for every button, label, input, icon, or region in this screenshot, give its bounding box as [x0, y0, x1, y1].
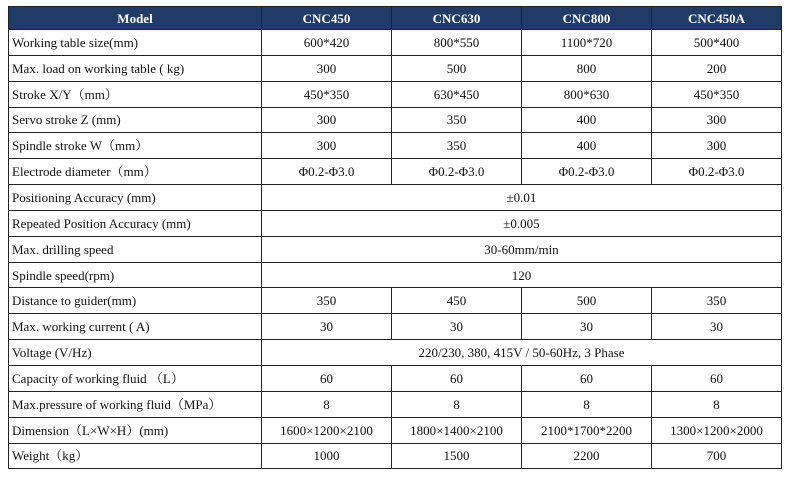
table-row [9, 443, 782, 469]
row-label: Max. drilling speed [9, 236, 262, 262]
row-label: Servo stroke Z (mm) [9, 107, 262, 133]
value-cell: 1500 [392, 443, 522, 469]
header-cell-cnc630: CNC630 [392, 7, 522, 30]
value-cell: 500 [392, 55, 522, 81]
value-cell: 630*450 [392, 81, 522, 107]
value-cell: 500 [522, 288, 652, 314]
value-cell: 1600×1200×2100 [262, 417, 392, 443]
table-row [9, 391, 782, 417]
table-row [9, 340, 782, 366]
value-cell: 30 [652, 314, 782, 340]
value-cell: 800 [522, 55, 652, 81]
table-row [9, 107, 782, 133]
value-cell: 60 [652, 365, 782, 391]
shared-value-cell: 30-60mm/min [262, 236, 782, 262]
value-cell: 8 [522, 391, 652, 417]
value-cell: 2100*1700*2200 [522, 417, 652, 443]
table-row [9, 365, 782, 391]
value-cell: 300 [652, 133, 782, 159]
row-label: Weight（kg） [9, 443, 262, 469]
value-cell: 400 [522, 107, 652, 133]
value-cell: 500*400 [652, 30, 782, 56]
value-cell: 300 [652, 107, 782, 133]
value-cell: 450*350 [262, 81, 392, 107]
value-cell: 8 [262, 391, 392, 417]
spec-table [8, 6, 782, 469]
value-cell: 1800×1400×2100 [392, 417, 522, 443]
row-label: Dimension（L×W×H）(mm) [9, 417, 262, 443]
value-cell: 30 [392, 314, 522, 340]
value-cell: 700 [652, 443, 782, 469]
header-cell-model: Model [9, 7, 262, 30]
row-label: Electrode diameter（mm） [9, 159, 262, 185]
table-row [9, 133, 782, 159]
value-cell: 60 [262, 365, 392, 391]
value-cell: 300 [262, 107, 392, 133]
value-cell: 60 [522, 365, 652, 391]
table-row [9, 210, 782, 236]
shared-value-cell: 120 [262, 262, 782, 288]
value-cell: 400 [522, 133, 652, 159]
header-cell-cnc450: CNC450 [262, 7, 392, 30]
table-body [9, 30, 782, 469]
value-cell: 30 [262, 314, 392, 340]
value-cell: 1100*720 [522, 30, 652, 56]
value-cell: 350 [652, 288, 782, 314]
value-cell: 350 [392, 107, 522, 133]
value-cell: 300 [262, 55, 392, 81]
value-cell: 2200 [522, 443, 652, 469]
shared-value-cell: ±0.01 [262, 185, 782, 211]
value-cell: Φ0.2-Φ3.0 [262, 159, 392, 185]
row-label: Distance to guider(mm) [9, 288, 262, 314]
value-cell: 60 [392, 365, 522, 391]
header-cell-cnc800: CNC800 [522, 7, 652, 30]
value-cell: Φ0.2-Φ3.0 [392, 159, 522, 185]
table-row [9, 314, 782, 340]
value-cell: 350 [262, 288, 392, 314]
value-cell: 1000 [262, 443, 392, 469]
table-row [9, 159, 782, 185]
row-label: Stroke X/Y（mm） [9, 81, 262, 107]
table-row [9, 185, 782, 211]
value-cell: 800*550 [392, 30, 522, 56]
header-cell-cnc450a: CNC450A [652, 7, 782, 30]
value-cell: 1300×1200×2000 [652, 417, 782, 443]
shared-value-cell: ±0.005 [262, 210, 782, 236]
value-cell: 8 [392, 391, 522, 417]
table-header [9, 7, 782, 30]
value-cell: 200 [652, 55, 782, 81]
row-label: Working table size(mm) [9, 30, 262, 56]
table-row [9, 30, 782, 56]
row-label: Voltage (V/Hz) [9, 340, 262, 366]
value-cell: 450*350 [652, 81, 782, 107]
row-label: Max. working current ( A) [9, 314, 262, 340]
value-cell: 450 [392, 288, 522, 314]
value-cell: 300 [262, 133, 392, 159]
row-label: Max. load on working table ( kg) [9, 55, 262, 81]
value-cell: 8 [652, 391, 782, 417]
table-row [9, 262, 782, 288]
row-label: Repeated Position Accuracy (mm) [9, 210, 262, 236]
row-label: Spindle stroke W（mm） [9, 133, 262, 159]
table-row [9, 417, 782, 443]
value-cell: Φ0.2-Φ3.0 [652, 159, 782, 185]
row-label: Spindle speed(rpm) [9, 262, 262, 288]
value-cell: 30 [522, 314, 652, 340]
row-label: Positioning Accuracy (mm) [9, 185, 262, 211]
value-cell: 350 [392, 133, 522, 159]
value-cell: 800*630 [522, 81, 652, 107]
table-row [9, 81, 782, 107]
shared-value-cell: 220/230, 380, 415V / 50-60Hz, 3 Phase [262, 340, 782, 366]
row-label: Capacity of working fluid （L） [9, 365, 262, 391]
table-row [9, 236, 782, 262]
row-label: Max.pressure of working fluid（MPa） [9, 391, 262, 417]
table-row [9, 55, 782, 81]
header-row [9, 7, 782, 30]
value-cell: Φ0.2-Φ3.0 [522, 159, 652, 185]
value-cell: 600*420 [262, 30, 392, 56]
table-row [9, 288, 782, 314]
